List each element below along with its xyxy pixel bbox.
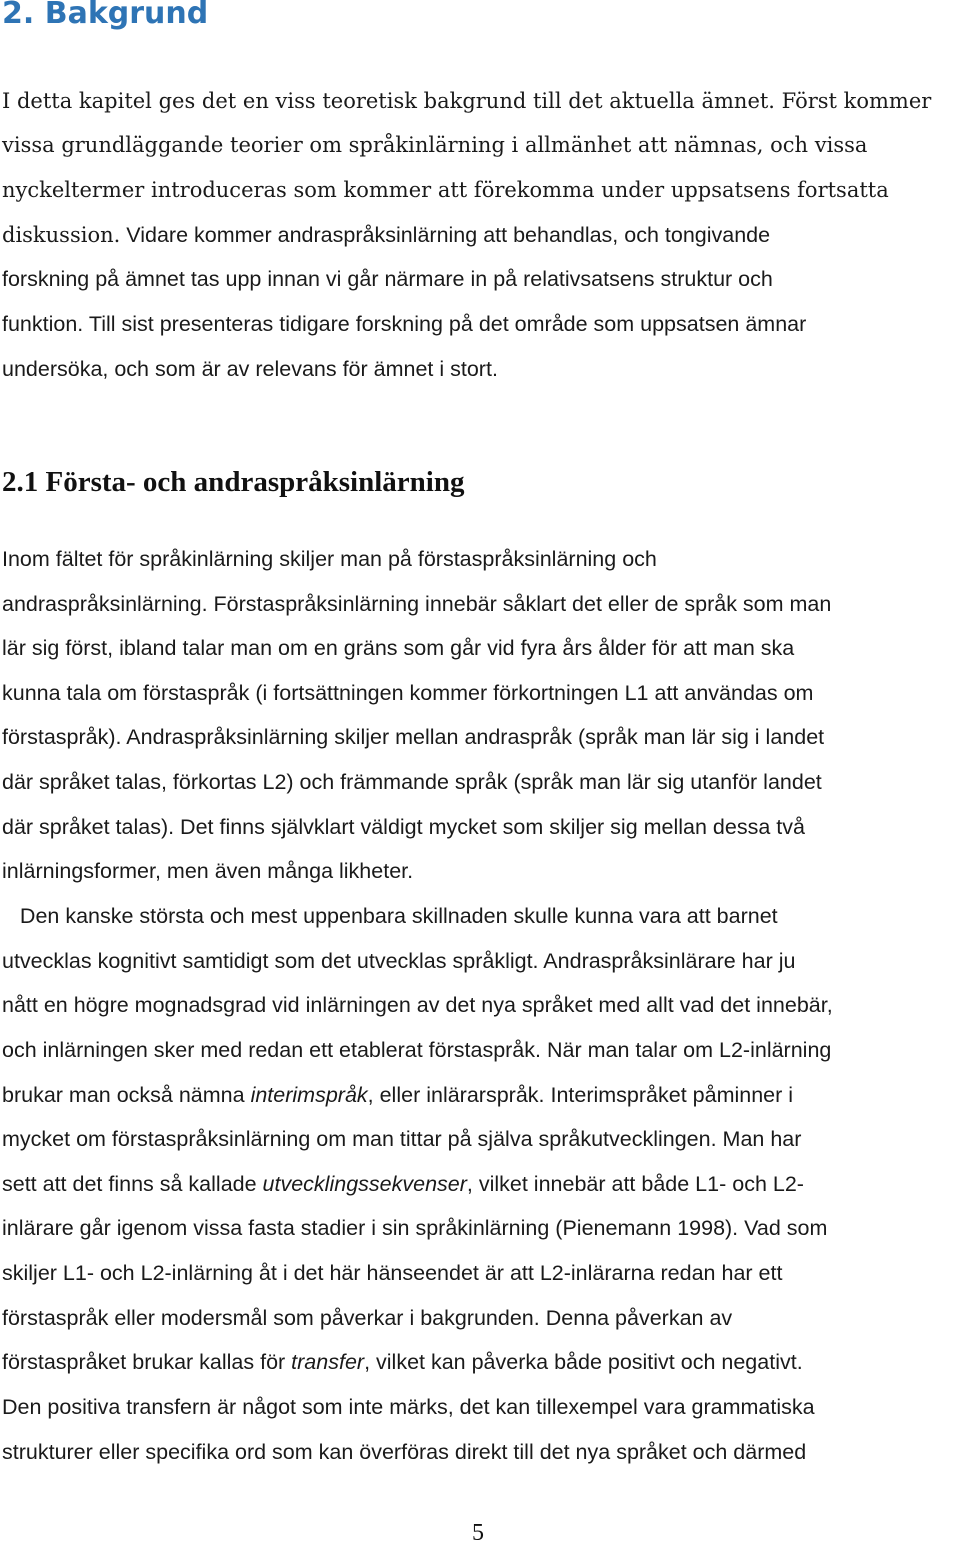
body-line bbox=[2, 1347, 803, 1377]
body-line: nått en högre mognadsgrad vid inlärningen av det nya språket med allt vad det innebär, bbox=[2, 993, 833, 1017]
body-line: där språket talas, förkortas L2) och främmande språk (språk man lär sig utanför landet bbox=[2, 770, 822, 794]
body-line: kunna tala om förstaspråk (i fortsättningen kommer förkortningen L1 att användas om bbox=[2, 681, 814, 705]
intro-line-serif-part: diskussion. bbox=[2, 223, 121, 247]
emphasis-term: interimspråk bbox=[250, 1083, 368, 1107]
text-run: , vilket innebär att både L1- och L2- bbox=[466, 1172, 804, 1196]
intro-line-mixed bbox=[2, 220, 770, 250]
section-heading: 2.1 Första- och andraspråksinlärning bbox=[2, 466, 465, 498]
body-line: andraspråksinlärning. Förstaspråksinlärning innebär såklart det eller de språk som man bbox=[2, 592, 832, 616]
intro-line: nyckeltermer introduceras som kommer att förekomma under uppsatsens fortsatta bbox=[2, 178, 889, 202]
text-run: , eller inlärarspråk. Interimspråket påminner i bbox=[367, 1083, 794, 1107]
intro-line: forskning på ämnet tas upp innan vi går närmare in på relativsatsens struktur och bbox=[2, 267, 773, 291]
intro-line: undersöka, och som är av relevans för ämnet i stort. bbox=[2, 357, 498, 381]
text-run: förstaspråket brukar kallas för bbox=[2, 1350, 292, 1374]
body-line: där språket talas). Det finns självklart väldigt mycket som skiljer sig mellan dessa två bbox=[2, 815, 805, 839]
text-run: brukar man också nämna bbox=[2, 1083, 251, 1107]
text-run: sett att det finns så kallade bbox=[2, 1172, 263, 1196]
intro-line: funktion. Till sist presenteras tidigare forskning på det område som uppsatsen ämnar bbox=[2, 312, 807, 336]
body-line: skiljer L1- och L2-inlärning åt i det här hänseendet är att L2-inlärarna redan har ett bbox=[2, 1261, 783, 1285]
body-line bbox=[2, 1169, 804, 1199]
body-line: förstaspråk eller modersmål som påverkar i bakgrunden. Denna påverkan av bbox=[2, 1306, 733, 1330]
emphasis-term: transfer bbox=[291, 1350, 365, 1374]
body-line: strukturer eller specifika ord som kan överföras direkt till det nya språket och därmed bbox=[2, 1440, 807, 1464]
intro-line: I detta kapitel ges det en viss teoretisk bakgrund till det aktuella ämnet. Först kommer bbox=[2, 89, 932, 113]
page-number: 5 bbox=[472, 1520, 484, 1546]
intro-line: vissa grundläggande teorier om språkinlärning i allmänhet att nämnas, och vissa bbox=[2, 133, 868, 157]
body-line: Den positiva transfern är något som inte märks, det kan tillexempel vara grammatiska bbox=[2, 1395, 815, 1419]
body-line: Inom fältet för språkinlärning skiljer man på förstaspråksinlärning och bbox=[2, 547, 657, 571]
body-line bbox=[2, 1080, 793, 1110]
body-line: inlärare går igenom vissa fasta stadier i sin språkinlärning (Pienemann 1998). Vad som bbox=[2, 1216, 828, 1240]
text-run: , vilket kan påverka både positivt och negativt. bbox=[364, 1350, 803, 1374]
body-line: inlärningsformer, men även många likheter. bbox=[2, 859, 414, 883]
body-line: utvecklas kognitivt samtidigt som det utvecklas språkligt. Andraspråksinlärare har ju bbox=[2, 949, 796, 973]
intro-line-sans-part: Vidare kommer andraspråksinlärning att behandlas, och tongivande bbox=[120, 223, 771, 247]
body-line: Den kanske största och mest uppenbara skillnaden skulle kunna vara att barnet bbox=[2, 904, 778, 928]
chapter-heading: 2. Bakgrund bbox=[2, 0, 209, 31]
body-line: lär sig först, ibland talar man om en gräns som går vid fyra års ålder för att man ska bbox=[2, 636, 795, 660]
body-line: och inlärningen sker med redan ett etablerat förstaspråk. När man talar om L2-inlärning bbox=[2, 1038, 832, 1062]
body-line: förstaspråk). Andraspråksinlärning skiljer mellan andraspråk (språk man lär sig i landet bbox=[2, 725, 825, 749]
body-line: mycket om förstaspråksinlärning om man tittar på själva språkutvecklingen. Man har bbox=[2, 1127, 802, 1151]
emphasis-term: utvecklingssekvenser bbox=[262, 1172, 467, 1196]
